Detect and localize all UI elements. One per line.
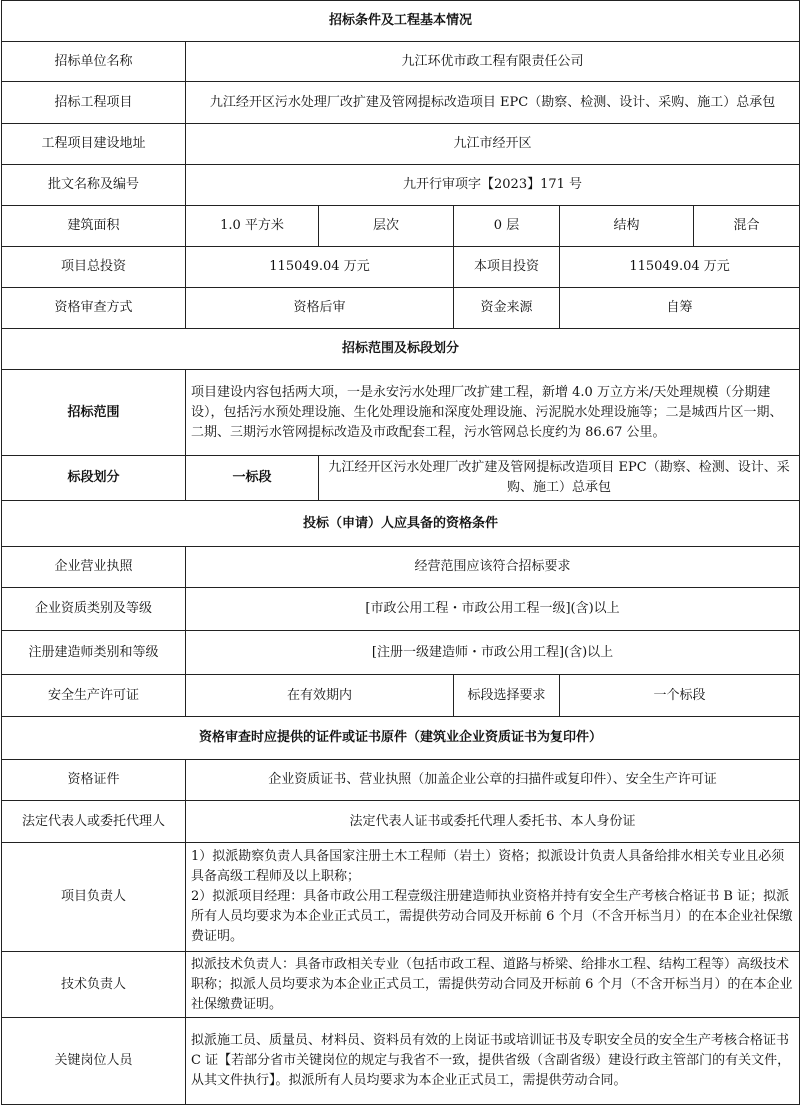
value-legal-representative: 法定代表人证书或委托代理人委托书、本人身份证 bbox=[186, 801, 800, 843]
label-key-personnel: 关键岗位人员 bbox=[2, 1018, 186, 1105]
label-total-investment: 项目总投资 bbox=[2, 247, 186, 288]
label-structure: 结构 bbox=[560, 206, 694, 247]
label-building-area: 建筑面积 bbox=[2, 206, 186, 247]
value-this-investment: 115049.04 万元 bbox=[560, 247, 800, 288]
value-technical-lead: 拟派技术负责人：具备市政相关专业（包括市政工程、道路与桥梁、给排水工程、结构工程等）高级技术职称；拟派人员均要求为本企业正式员工，需提供劳动合同及开标前 6 个月（不含开标当月）的在本企业社保缴费证明。 bbox=[186, 952, 800, 1018]
value-key-personnel: 拟派施工员、质量员、材料员、资料员有效的上岗证书或培训证书及专职安全员的安全生产考核合格证书 C 证【若部分省市关键岗位的规定与我省不一致，提供省级（含副省级）建设行政主管部门的有关文件，从其文件执行】。拟派所有人员均要求为本企业正式员工，需提供劳动合同。 bbox=[186, 1018, 800, 1105]
pm-requirement-2: 2）拟派项目经理：具备市政公用工程壹级注册建造师执业资格并持有安全生产考核合格证书 B 证；拟派所有人员均要求为本企业正式员工，需提供劳动合同及开标前 6 个月（不含开标当月）的在本企业社保缴费证明。 bbox=[191, 889, 793, 944]
label-section-division: 标段划分 bbox=[2, 456, 186, 501]
tender-table bbox=[1, 0, 800, 1105]
value-total-investment: 115049.04 万元 bbox=[186, 247, 454, 288]
value-section-desc: 九江经开区污水处理厂改扩建及管网提标改造项目 EPC（勘察、检测、设计、采购、施工）总承包 bbox=[319, 456, 800, 501]
value-floors: 0 层 bbox=[454, 206, 560, 247]
label-project-address: 工程项目建设地址 bbox=[2, 124, 186, 165]
section-title-documents: 资格审查时应提供的证件或证书原件（建筑业企业资质证书为复印件） bbox=[2, 717, 800, 760]
value-building-area: 1.0 平方米 bbox=[186, 206, 319, 247]
value-project-address: 九江市经开区 bbox=[186, 124, 800, 165]
label-floors: 层次 bbox=[319, 206, 454, 247]
value-tender-unit: 九江环优市政工程有限责任公司 bbox=[186, 42, 800, 82]
value-certificates: 企业资质证书、营业执照（加盖企业公章的扫描件或复印件）、安全生产许可证 bbox=[186, 760, 800, 801]
label-review-method: 资格审查方式 bbox=[2, 288, 186, 329]
value-fund-source: 自筹 bbox=[560, 288, 800, 329]
label-tender-unit: 招标单位名称 bbox=[2, 42, 186, 82]
value-approval-number: 九开行审项字【2023】171 号 bbox=[186, 165, 800, 206]
value-constructor-level: [注册一级建造师・市政公用工程](含)以上 bbox=[186, 631, 800, 675]
label-tender-project: 招标工程项目 bbox=[2, 82, 186, 124]
label-tender-scope: 招标范围 bbox=[2, 370, 186, 456]
label-qualification-level: 企业资质类别及等级 bbox=[2, 588, 186, 631]
value-tender-project: 九江经开区污水处理厂改扩建及管网提标改造项目 EPC（勘察、检测、设计、采购、施工）总承包 bbox=[186, 82, 800, 124]
label-approval-number: 批文名称及编号 bbox=[2, 165, 186, 206]
value-review-method: 资格后审 bbox=[186, 288, 454, 329]
section-title-scope: 招标范围及标段划分 bbox=[2, 329, 800, 370]
label-project-manager: 项目负责人 bbox=[2, 843, 186, 952]
value-section-name: 一标段 bbox=[186, 456, 319, 501]
value-section-choice: 一个标段 bbox=[560, 675, 800, 717]
value-qualification-level: [市政公用工程・市政公用工程一级](含)以上 bbox=[186, 588, 800, 631]
section-title-basic-info: 招标条件及工程基本情况 bbox=[2, 1, 800, 42]
value-business-license: 经营范围应该符合招标要求 bbox=[186, 547, 800, 588]
label-certificates: 资格证件 bbox=[2, 760, 186, 801]
label-technical-lead: 技术负责人 bbox=[2, 952, 186, 1018]
section-title-qualification: 投标（申请）人应具备的资格条件 bbox=[2, 501, 800, 547]
label-this-investment: 本项目投资 bbox=[454, 247, 560, 288]
value-project-manager bbox=[186, 843, 800, 952]
value-structure: 混合 bbox=[694, 206, 800, 247]
label-fund-source: 资金来源 bbox=[454, 288, 560, 329]
value-safety-permit: 在有效期内 bbox=[186, 675, 454, 717]
label-safety-permit: 安全生产许可证 bbox=[2, 675, 186, 717]
label-section-choice: 标段选择要求 bbox=[454, 675, 560, 717]
pm-requirement-1: 1）拟派勘察负责人具备国家注册土木工程师（岩土）资格；拟派设计负责人具备给排水相关专业且必须具备高级工程师及以上职称； bbox=[191, 849, 785, 884]
label-business-license: 企业营业执照 bbox=[2, 547, 186, 588]
value-tender-scope: 项目建设内容包括两大项，一是永安污水处理厂改扩建工程，新增 4.0 万立方米/天处理规模（分期建设），包括污水预处理设施、生化处理设施和深度处理设施、污泥脱水处理设施等；二是城西片区一期、二期、三期污水管网提标改造及市政配套工程，污水管网总长度约为 86.67 公里。 bbox=[186, 370, 800, 456]
label-constructor-level: 注册建造师类别和等级 bbox=[2, 631, 186, 675]
label-legal-representative: 法定代表人或委托代理人 bbox=[2, 801, 186, 843]
